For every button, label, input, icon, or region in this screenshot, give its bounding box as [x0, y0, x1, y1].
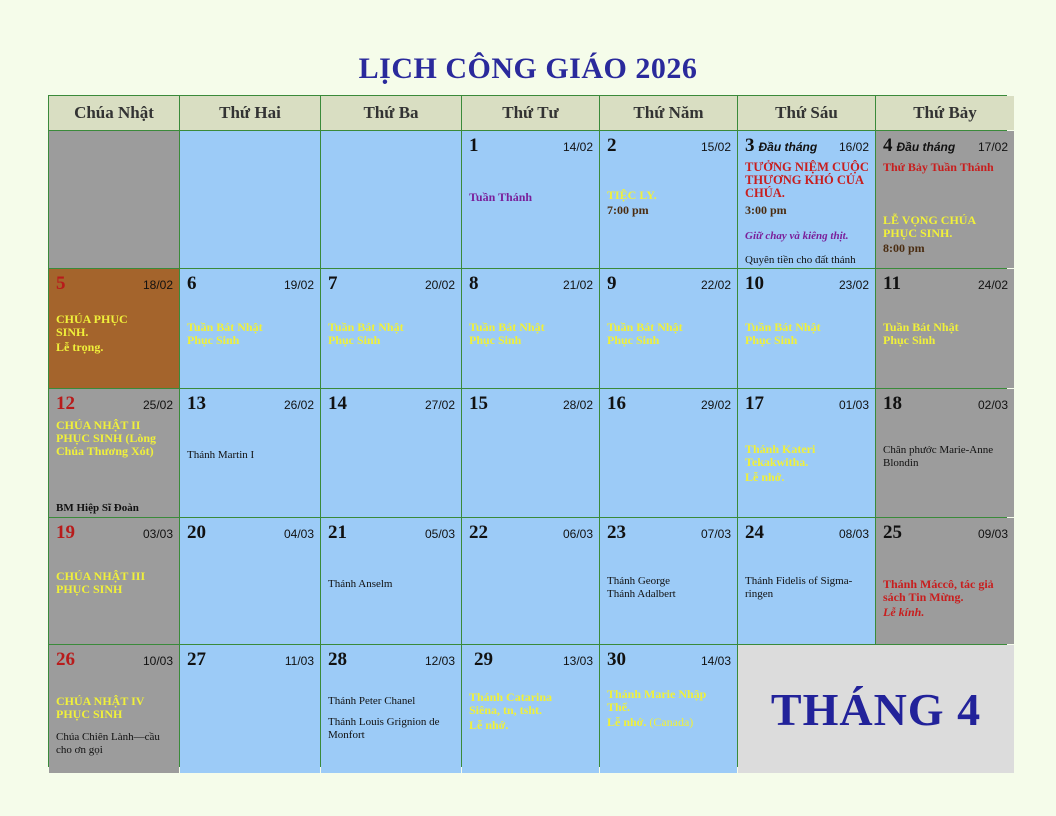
first-of-month-tag: Đầu tháng	[896, 140, 956, 154]
lunar-date: 22/02	[700, 278, 731, 292]
day-cell-29[interactable]	[462, 645, 599, 773]
event-text: Thánh Anselm	[328, 578, 393, 590]
event-note: Lễ nhớ.	[469, 718, 509, 732]
day-number: 30	[607, 649, 626, 670]
day-cell-22[interactable]	[462, 518, 599, 644]
day-cell-24[interactable]	[738, 518, 875, 644]
day-cell-17[interactable]	[738, 389, 875, 517]
empty-day-cell	[49, 131, 179, 268]
event-text: TIỆC LY.	[607, 188, 657, 202]
event-text: Thứ Bảy Tuần Thánh	[883, 160, 994, 174]
day-cell-1[interactable]	[462, 131, 599, 268]
lunar-date: 11/03	[284, 654, 314, 668]
event-text: Tuần Thánh	[469, 190, 533, 204]
day-cell-15[interactable]	[462, 389, 599, 517]
lunar-date: 17/02	[977, 140, 1008, 154]
event-text: Thánh Catarina Siêna, tn, tsht.	[469, 690, 553, 717]
event-text: Thánh George	[607, 575, 671, 587]
day-cell-8[interactable]	[462, 269, 599, 388]
lunar-date: 14/02	[562, 140, 593, 154]
lunar-date: 08/03	[838, 527, 869, 541]
day-number: 7	[328, 273, 338, 294]
event-text: Thánh Adalbert	[607, 588, 676, 600]
day-cell-20[interactable]	[180, 518, 320, 644]
lunar-date: 09/03	[977, 527, 1008, 541]
event-text: Thánh Peter Chanel	[328, 695, 416, 707]
day-number: 5	[56, 273, 66, 294]
day-number: 6	[187, 273, 197, 294]
day-cell-11[interactable]	[876, 269, 1014, 388]
month-label: THÁNG 4	[770, 683, 982, 735]
header-thursday: Thứ Năm	[600, 96, 737, 130]
day-number: 8	[469, 273, 479, 294]
calendar-title: LỊCH CÔNG GIÁO 2026	[358, 52, 698, 85]
day-cell-16[interactable]	[600, 389, 737, 517]
event-note: Giữ chay và kiêng thịt.	[745, 230, 849, 242]
lunar-date: 12/03	[424, 654, 455, 668]
day-cell-13[interactable]	[180, 389, 320, 517]
day-cell-26[interactable]	[49, 645, 179, 773]
event-note: Lễ kính.	[883, 605, 925, 619]
lunar-date: 02/03	[977, 398, 1008, 412]
empty-day-cell	[180, 131, 320, 268]
day-cell-27[interactable]	[180, 645, 320, 773]
lunar-date: 13/03	[562, 654, 593, 668]
event-time: 7:00 pm	[607, 203, 649, 217]
day-number: 22	[469, 522, 488, 543]
day-cell-6[interactable]	[180, 269, 320, 388]
header-sunday: Chúa Nhật	[49, 96, 179, 130]
day-cell-2[interactable]	[600, 131, 737, 268]
day-number: 16	[607, 393, 626, 414]
event-text: CHÚA NHẬT III PHỤC SINH	[56, 569, 146, 596]
lunar-date: 10/03	[142, 654, 173, 668]
lunar-date: 14/03	[700, 654, 731, 668]
day-number: 29	[474, 649, 493, 670]
lunar-date: 19/02	[283, 278, 314, 292]
lunar-date: 21/02	[562, 278, 593, 292]
event-text: Thánh Fidelis of Sigma-ringen	[745, 575, 853, 600]
day-number: 21	[328, 522, 347, 543]
event-time: 3:00 pm	[745, 203, 787, 217]
event-note: Lễ trọng.	[56, 340, 104, 354]
day-number: 18	[883, 393, 902, 414]
lunar-date: 07/03	[700, 527, 731, 541]
event-text: Thánh Martin I	[187, 449, 255, 461]
lunar-date: 24/02	[977, 278, 1008, 292]
event-text: LỄ VỌNG CHÚA PHỤC SINH.	[883, 213, 976, 240]
event-text: CHÚA PHỤC SINH.	[56, 312, 128, 339]
day-number: 17	[745, 393, 764, 414]
event-text: CHÚA NHẬT IV PHỤC SINH	[56, 694, 145, 721]
day-number: 19	[56, 522, 75, 543]
lunar-date: 15/02	[700, 140, 731, 154]
lunar-date: 18/02	[142, 278, 173, 292]
lunar-date: 04/03	[283, 527, 314, 541]
day-cell-25[interactable]	[876, 518, 1014, 644]
day-number: 23	[607, 522, 626, 543]
header-saturday: Thứ Bảy	[876, 96, 1014, 130]
lunar-date: 06/03	[562, 527, 593, 541]
day-number: 12	[56, 393, 75, 414]
day-cell-5[interactable]	[49, 269, 179, 388]
event-text: Tuần Bát Nhật Phục Sinh	[328, 320, 404, 347]
event-text: Tuần Bát Nhật Phục Sinh	[745, 320, 821, 347]
day-number: 1	[469, 135, 479, 156]
event-text: Chân phước Marie-Anne Blondin	[883, 444, 994, 469]
lunar-date: 20/02	[424, 278, 455, 292]
day-number: 9	[607, 273, 617, 294]
day-number: 27	[187, 649, 206, 670]
calendar-grid	[48, 95, 1007, 767]
lunar-date: 29/02	[700, 398, 731, 412]
event-note: BM Hiệp Sĩ Đoàn	[56, 502, 139, 514]
event-note: Chúa Chiên Lành—cầu cho ơn gọi	[56, 731, 160, 756]
event-note: Lễ nhớ.	[745, 470, 785, 484]
day-cell-28[interactable]	[321, 645, 461, 773]
day-number: 2	[607, 135, 617, 156]
empty-day-cell	[321, 131, 461, 268]
day-number: 13	[187, 393, 206, 414]
lunar-date: 27/02	[424, 398, 455, 412]
day-cell-23[interactable]	[600, 518, 737, 644]
day-cell-21[interactable]	[321, 518, 461, 644]
event-time: 8:00 pm	[883, 241, 925, 255]
day-number: 28	[328, 649, 347, 670]
lunar-date: 03/03	[142, 527, 173, 541]
day-cell-19[interactable]	[49, 518, 179, 644]
day-cell-18[interactable]	[876, 389, 1014, 517]
event-text: Tuần Bát Nhật Phục Sinh	[883, 320, 959, 347]
event-text: Tuần Bát Nhật Phục Sinh	[187, 320, 263, 347]
event-text: TƯỞNG NIỆM CUỘC THƯƠNG KHÓ CỦA CHÚA.	[745, 160, 869, 200]
lunar-date: 16/02	[838, 140, 869, 154]
day-cell-3[interactable]	[738, 131, 875, 268]
day-number: 10	[745, 273, 764, 294]
day-number: 15	[469, 393, 488, 414]
event-text: Thánh Kateri Tekakwitha.	[745, 442, 816, 469]
day-number: 11	[883, 273, 901, 294]
first-of-month-tag: Đầu tháng	[758, 140, 818, 154]
day-cell-10[interactable]	[738, 269, 875, 388]
event-region: (Canada)	[649, 715, 694, 729]
lunar-date: 05/03	[424, 527, 455, 541]
month-label-cell	[738, 645, 1014, 773]
day-number: 24	[745, 522, 764, 543]
event-text: CHÚA NHẬT II PHỤC SINH (Lòng Chúa Thương Xót)	[56, 418, 157, 458]
lunar-date: 28/02	[562, 398, 593, 412]
day-cell-14[interactable]	[321, 389, 461, 517]
lunar-date: 01/03	[838, 398, 869, 412]
day-number: 4 Đầu tháng	[883, 135, 956, 156]
event-note: Lễ nhớ. (Canada)	[607, 715, 694, 729]
header-tuesday: Thứ Ba	[321, 96, 461, 130]
lunar-date: 26/02	[283, 398, 314, 412]
day-number: 3 Đầu tháng	[745, 135, 818, 156]
day-number: 26	[56, 649, 75, 670]
event-note: Quyên tiền cho đất thánh	[745, 254, 856, 266]
header-wednesday: Thứ Tư	[462, 96, 599, 130]
day-cell-4[interactable]	[876, 131, 1014, 268]
event-text: Tuần Bát Nhật Phục Sinh	[469, 320, 545, 347]
header-friday: Thứ Sáu	[738, 96, 875, 130]
lunar-date: 25/02	[142, 398, 173, 412]
day-cell-30[interactable]	[600, 645, 737, 773]
event-text: Thánh Louis Grignion de Monfort	[328, 716, 440, 741]
day-cell-12[interactable]	[49, 389, 179, 517]
event-text: Tuần Bát Nhật Phục Sinh	[607, 320, 683, 347]
day-number: 20	[187, 522, 206, 543]
day-cell-7[interactable]	[321, 269, 461, 388]
event-text: Thánh Máccô, tác giả sách Tin Mừng.	[883, 577, 994, 604]
header-monday: Thứ Hai	[180, 96, 320, 130]
lunar-date: 23/02	[838, 278, 869, 292]
day-number: 14	[328, 393, 347, 414]
day-cell-9[interactable]	[600, 269, 737, 388]
event-text: Thánh Marie Nhập Thể.	[607, 687, 707, 714]
day-number: 25	[883, 522, 902, 543]
